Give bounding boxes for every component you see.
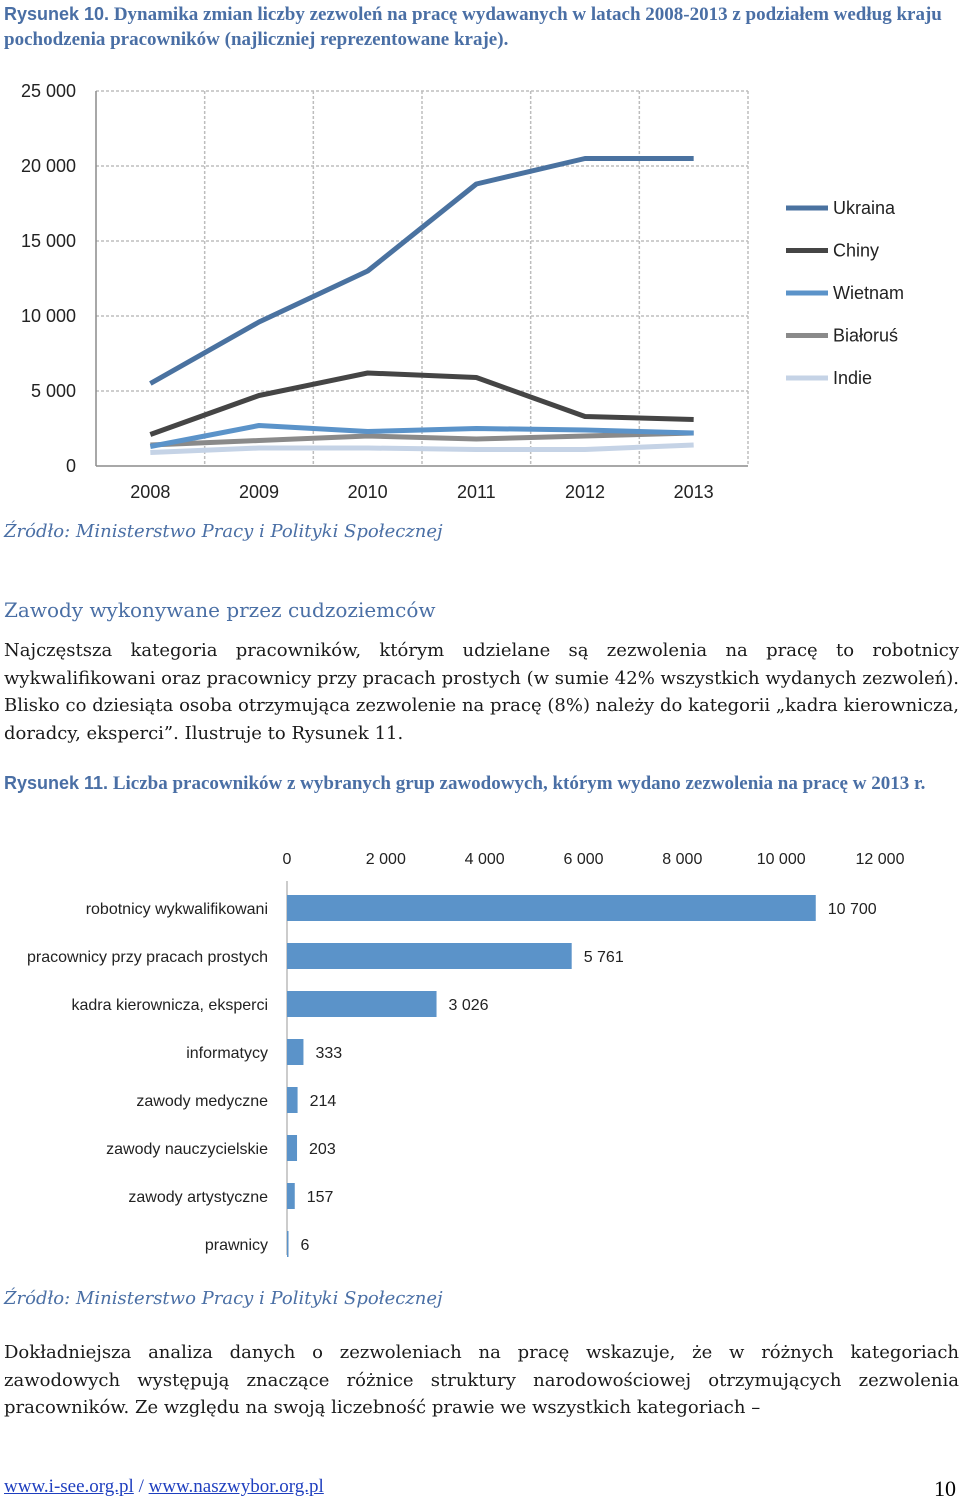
y-tick-label: 15 000 [20, 231, 76, 251]
legend-label: Chiny [833, 240, 880, 261]
footer-links [4, 1476, 324, 1498]
x-tick-label: 12 000 [855, 851, 905, 868]
footer-separator: / [133, 1476, 149, 1497]
figure11-caption [4, 771, 956, 796]
legend-label: Ukraina [833, 198, 896, 218]
y-tick-label: 20 000 [20, 156, 76, 176]
category-label: pracownicy przy pracach prostych [27, 949, 268, 966]
footer-link-i-see[interactable]: www.i-see.org.pl [4, 1476, 134, 1497]
x-tick-label: 2012 [564, 482, 606, 502]
legend-label: Indie [833, 368, 873, 388]
data-label: 203 [309, 1141, 336, 1158]
category-label: zawody medyczne [136, 1093, 268, 1110]
y-tick-label: 0 [65, 456, 76, 476]
line-chart [0, 0, 960, 515]
bar [287, 1183, 295, 1209]
category-label: zawody artystyczne [128, 1189, 268, 1206]
bar [287, 1135, 297, 1161]
data-label: 6 [300, 1237, 310, 1254]
page-number: 10 [934, 1476, 956, 1501]
bar [287, 895, 816, 921]
section-paragraph: Najczęstsza kategoria pracowników, którym udzielane są zezwolenia na pracę to robotnicy wykwalifikowani oraz pracownicy przy pracach prostych (w sumie 42% wszystkich wydanych zezwoleń). Blisko co dziesiąta osoba otrzymująca zezwolenie na pracę (8%) należy do kategorii „kadra kierownicza, doradcy, eksperci”. Ilustruje to Rysunek 11. [4, 640, 959, 744]
x-tick-label: 4 000 [464, 851, 505, 868]
category-label: informatycy [186, 1045, 268, 1062]
closing-paragraph: Dokładniejsza analiza danych o zezwoleniach na pracę wskazuje, że w różnych kategoriach zawodowych występują znaczące różnice struktury narodowościowej otrzymujących zezwolenia pracowników. Ze względu na swoją liczebność prawie we wszystkich kategoriach – [4, 1342, 959, 1418]
bar [287, 991, 437, 1017]
legend-label: Białoruś [833, 325, 899, 346]
x-tick-label: 6 000 [563, 851, 604, 868]
data-label: 10 700 [827, 901, 877, 918]
category-label: kadra kierownicza, eksperci [71, 997, 268, 1014]
x-tick-label: 2 000 [365, 851, 406, 868]
legend-label: Wietnam [833, 283, 905, 303]
figure10-label: Rysunek 10. [4, 4, 110, 24]
x-tick-label: 2010 [347, 482, 388, 502]
category-label: robotnicy wykwalifikowani [85, 901, 268, 918]
data-label: 157 [306, 1189, 334, 1206]
x-tick-label: 2013 [673, 482, 714, 502]
bar [287, 1087, 298, 1113]
y-tick-label: 10 000 [20, 306, 76, 326]
figure11-caption-text: Liczba pracowników z wybranych grup zawodowych, którym wydano zezwolenia na pracę w 2013 r. [112, 773, 926, 794]
footer-link-naszwybor[interactable]: www.naszwybor.org.pl [148, 1476, 324, 1497]
x-tick-label: 2008 [130, 482, 171, 502]
x-tick-label: 8 000 [662, 851, 703, 868]
bar [287, 943, 572, 969]
x-tick-label: 0 [282, 851, 292, 868]
figure11-source: Źródło: Ministerstwo Pracy i Polityki Społecznej [4, 1288, 443, 1309]
category-label: zawody nauczycielskie [106, 1141, 268, 1158]
y-tick-label: 25 000 [20, 81, 76, 101]
y-tick-label: 5 000 [30, 381, 76, 401]
section-heading: Zawody wykonywane przez cudzoziemców [4, 598, 436, 622]
figure10-source: Źródło: Ministerstwo Pracy i Polityki Społecznej [4, 521, 443, 542]
data-label: 333 [315, 1045, 343, 1062]
x-tick-label: 2009 [238, 482, 280, 502]
bar-chart [0, 840, 960, 1280]
data-label: 5 761 [583, 949, 624, 966]
figure10-caption-text: Dynamika zmian liczby zezwoleń na pracę wydawanych w latach 2008-2013 z podziałem według kraju pochodzenia pracowników (najliczniej reprezentowane kraje). [4, 4, 942, 50]
x-tick-label: 10 000 [756, 851, 806, 868]
x-tick-label: 2011 [456, 482, 496, 502]
data-label: 214 [309, 1093, 337, 1110]
data-label: 3 026 [448, 997, 489, 1014]
figure11-label: Rysunek 11. [4, 773, 109, 793]
bar [287, 1231, 289, 1257]
bar [287, 1039, 303, 1065]
category-label: prawnicy [204, 1237, 268, 1254]
